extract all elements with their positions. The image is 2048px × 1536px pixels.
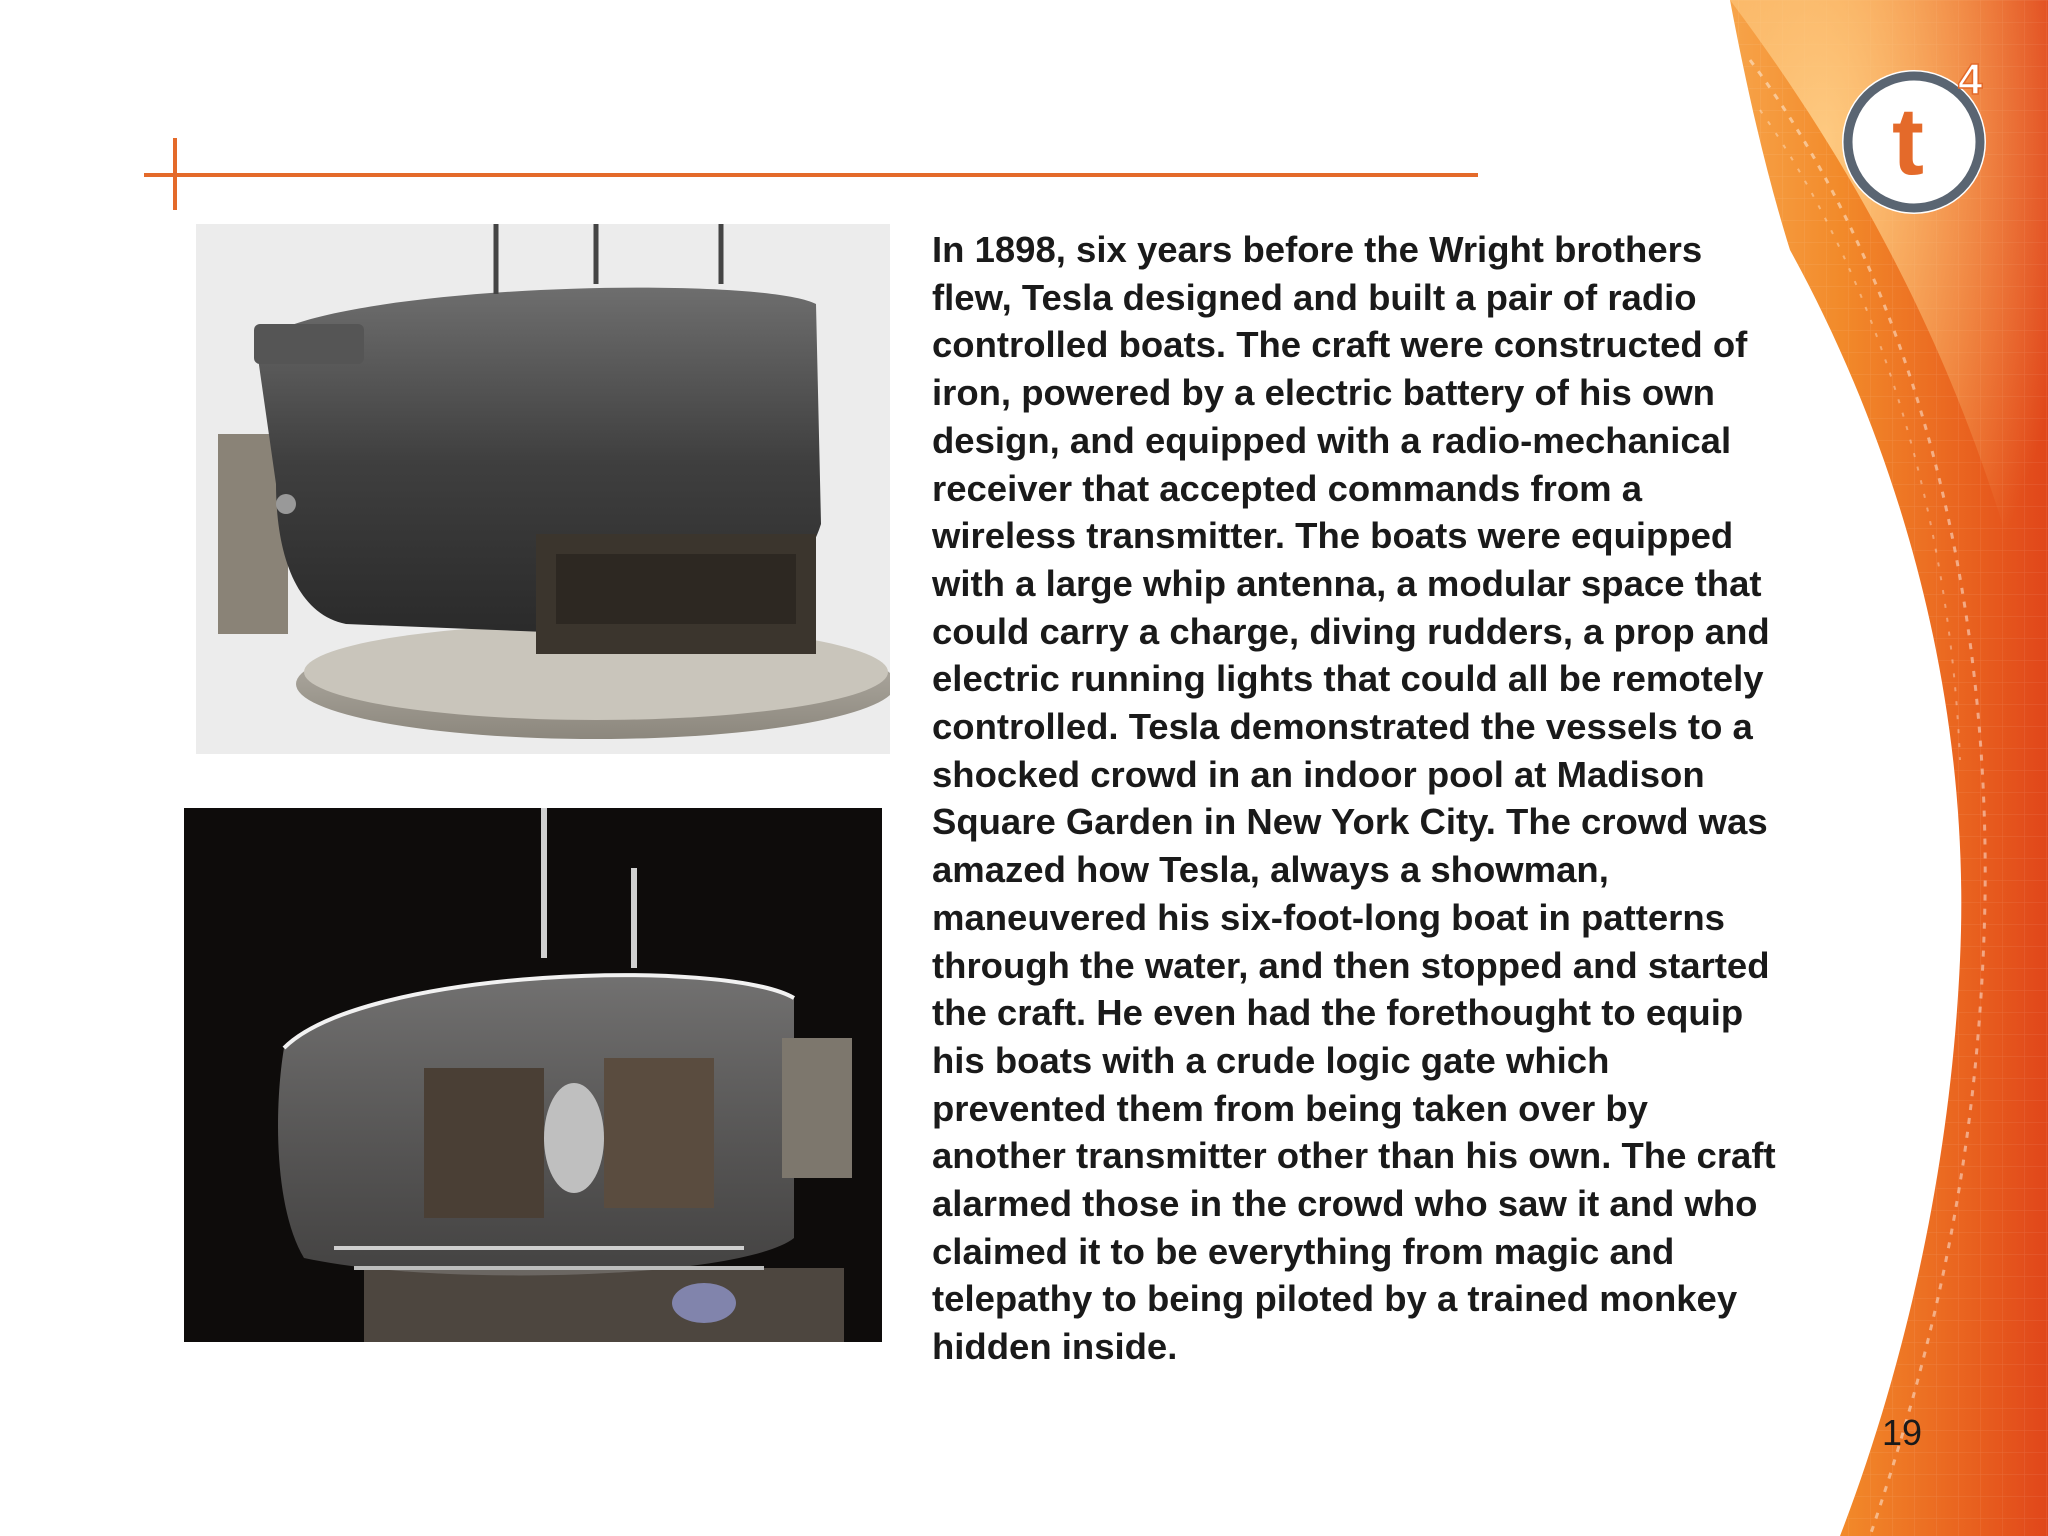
t4-logo-icon: [1836, 48, 2006, 218]
svg-text:4: 4: [1958, 55, 1983, 104]
header-rule-mark: [173, 138, 177, 210]
photo-iron-boat: [196, 224, 890, 754]
page-number: 19: [1882, 1412, 1923, 1453]
t4-logo: [1836, 48, 2006, 218]
photo-transparent-boat: [184, 808, 882, 1342]
svg-text:t: t: [1892, 88, 1924, 195]
body-text: In 1898, six years before the Wright brothers flew, Tesla designed and built a pair of radio controlled boats. The craft were constructed of iron, powered by a electric battery of his own design, and equipped with a radio-mechanical receiver that accepted commands from a wireless transmitter. The boats were equipped with a large whip antenna, a modular space that could carry a charge, diving rudders, a prop and electric running lights that could all be remotely controlled. Tesla demonstrated the vessels to a shocked crowd in an indoor pool at Madison Square Garden in New York City. The crowd was amazed how Tesla, always a showman, maneuvered his six-foot-long boat in patterns through the water, and then stopped and started the craft. He even had the forethought to equip his boats with a crude logic gate which prevented them from being taken over by another transmitter other than his own. The craft alarmed those in the crowd who saw it and who claimed it to be everything from magic and telepathy to being piloted by a trained monkey hidden inside.: [932, 229, 1776, 1368]
header-rule: [144, 173, 1478, 177]
